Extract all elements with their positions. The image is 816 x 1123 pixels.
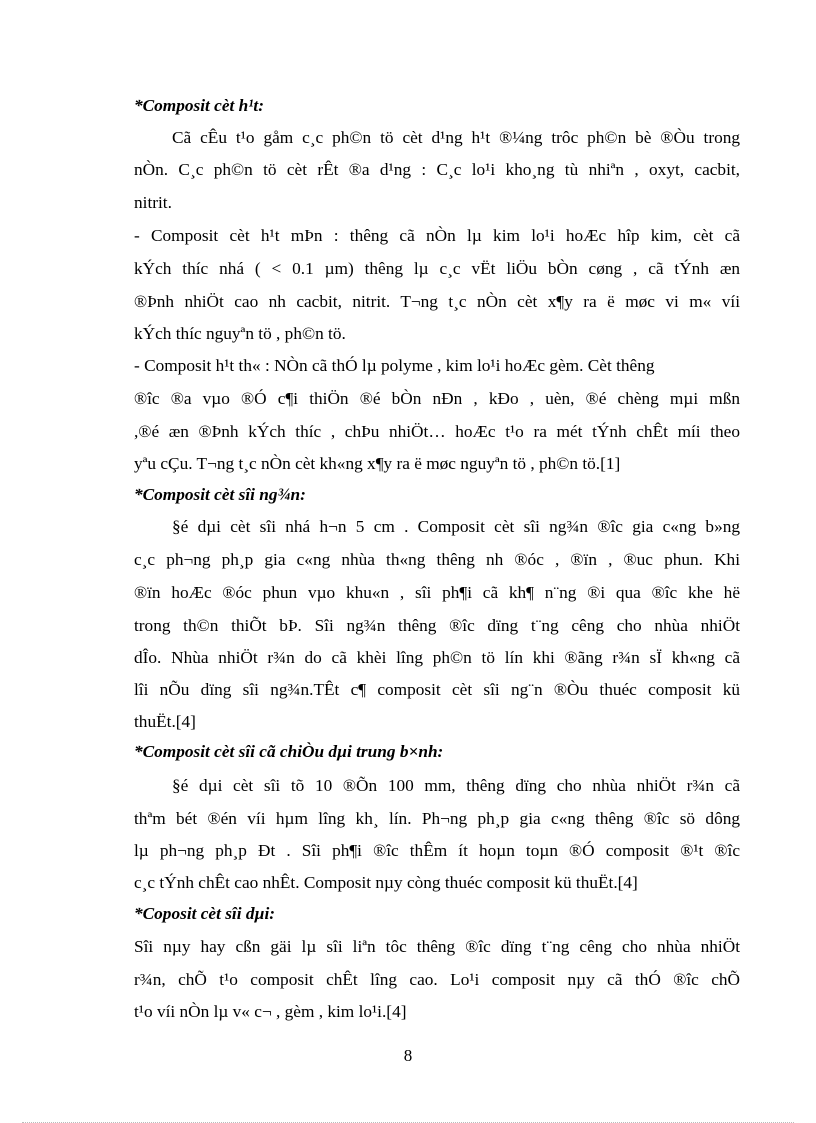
text-line: kÝch thíc nguyªn tö , ph©n tö. xyxy=(134,324,346,343)
text-line: lµ ph¬ng ph¸p Ðt . Sîi ph¶i ®îc thÊm ít hoµn toµn ®Ó composit ®¹t ®îc xyxy=(134,841,740,860)
text-line: thuËt.[4] xyxy=(134,712,196,731)
text-line: ®Þnh nhiÖt cao nh cacbit, nitrit. T¬ng t¸c nÒn cèt x¶y ra ë møc vi m« víi xyxy=(134,292,740,311)
page-number: 8 xyxy=(403,1046,413,1065)
text-line: trong th©n thiÕt bÞ. Sîi ng¾n thêng ®îc dïng t¨ng cêng cho nhùa nhiÖt xyxy=(134,616,740,635)
text-line: §é dµi cèt sîi nhá h¬n 5 cm . Composit cèt sîi ng¾n ®îc gia c«ng b»ng xyxy=(172,517,740,536)
heading-short-fiber-composite: *Composit cèt sîi ng¾n: xyxy=(134,485,306,504)
heading-medium-fiber-composite: *Composit cèt sîi cã chiÒu dµi trung b×nh: xyxy=(134,742,444,761)
text-line: Sîi nµy hay cßn gäi lµ sîi liªn tôc thêng ®îc dïng t¨ng cêng cho nhùa nhiÖt xyxy=(134,937,740,956)
text-line: c¸c tÝnh chÊt cao nhÊt. Composit nµy còng thuéc composit kü thuËt.[4] xyxy=(134,873,638,892)
text-line: Cã cÊu t¹o gåm c¸c ph©n tö cèt d¹ng h¹t ®¼ng trôc ph©n bè ®Òu trong xyxy=(172,128,740,147)
text-line: - Composit cèt h¹t mÞn : thêng cã nÒn lµ kim lo¹i hoÆc hîp kim, cèt cã xyxy=(134,226,740,245)
text-line: ®ïn hoÆc ®óc phun vµo khu«n , sîi ph¶i cã kh¶ n¨ng ®i qua ®îc khe hë xyxy=(134,583,740,602)
text-line: ®îc ®a vµo ®Ó c¶i thiÖn ®é bÒn nÐn , kÐo , uèn, ®é chèng mµi mßn xyxy=(134,389,740,408)
text-line: nÒn. C¸c ph©n tö cèt rÊt ®a d¹ng : C¸c lo¹i kho¸ng tù nhiªn , oxyt, cacbit, xyxy=(134,160,740,179)
text-line: dÎo. Nhùa nhiÖt r¾n do cã khèi lîng ph©n tö lín khi ®ãng r¾n sÏ kh«ng cã xyxy=(134,648,740,667)
text-line: c¸c ph¬ng ph¸p gia c«ng nhùa th«ng thêng nh ®óc , ®ïn , ®uc phun. Khi xyxy=(134,550,740,569)
text-line: ,®é æn ®Þnh kÝch thíc , chÞu nhiÖt… hoÆc t¹o ra mét tÝnh chÊt míi theo xyxy=(134,422,740,441)
text-line: r¾n, chÕ t¹o composit chÊt lîng cao. Lo¹i composit nµy cã thÓ ®îc chÕ xyxy=(134,970,740,989)
text-line: thªm bét ®én víi hµm lîng kh¸ lín. Ph¬ng ph¸p gia c«ng thêng ®îc sö dông xyxy=(134,809,740,828)
text-line: kÝch thíc nhá ( < 0.1 µm) thêng lµ c¸c vËt liÖu bÒn cøng , cã tÝnh æn xyxy=(134,259,740,278)
text-line: nitrit. xyxy=(134,193,172,212)
text-line: t¹o víi nÒn lµ v« c¬ , gèm , kim lo¹i.[4] xyxy=(134,1002,407,1021)
text-line: - Composit h¹t th« : NÒn cã thÓ lµ polyme , kim lo¹i hoÆc gèm. Cèt thêng xyxy=(134,356,655,375)
heading-particle-composite: *Composit cèt h¹t: xyxy=(134,96,264,115)
text-line: yªu cÇu. T¬ng t¸c nÒn cèt kh«ng x¶y ra ë møc nguyªn tö , ph©n tö.[1] xyxy=(134,454,621,473)
text-line: §é dµi cèt sîi tõ 10 ®Õn 100 mm, thêng dïng cho nhùa nhiÖt r¾n cã xyxy=(172,776,740,795)
heading-long-fiber-composite: *Coposit cèt sîi dµi: xyxy=(134,904,276,923)
text-line: lîi nÕu dïng sîi ng¾n.TÊt c¶ composit cèt sîi ng¨n ®Òu thuéc composit kü xyxy=(134,680,740,699)
